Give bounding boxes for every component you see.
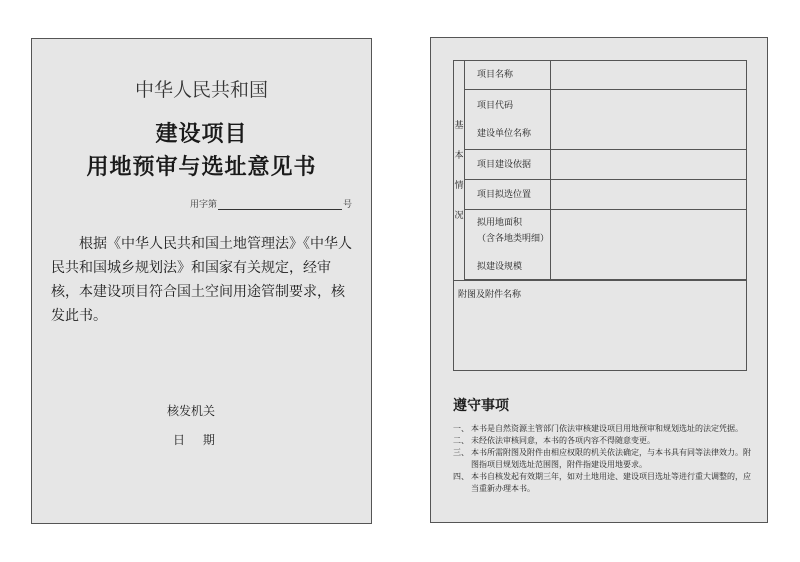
body-paragraph: 根据《中华人民共和国土地管理法》《中华人民共和国城乡规划法》和国家有关规定，经审核，本建设项目符合国土空间用途管制要求，核发此书。 <box>51 236 352 324</box>
notice-number: 三、 <box>453 448 469 457</box>
table-row <box>454 281 747 371</box>
notice-number: 一、 <box>453 424 469 433</box>
date-label: 日 期 <box>173 433 215 447</box>
label-project-code: 项目代码 <box>477 100 514 111</box>
side-char: 情 <box>454 180 464 191</box>
table-row <box>454 150 747 180</box>
field-project-name[interactable] <box>551 61 747 90</box>
side-label <box>454 61 465 281</box>
label-land-area: 拟用地面积 <box>477 217 523 228</box>
table-row <box>454 90 747 150</box>
field-project-code-unit[interactable] <box>551 90 747 150</box>
certificate-number-line <box>190 197 352 210</box>
label-construction-scale: 拟建设规模 <box>477 261 523 272</box>
document-title-line1: 建设项目 <box>155 122 248 147</box>
notice-text: 本书所需附图及附件由相应权限的机关依法确定，与本书具有同等法律效力。附图指项目规划选址范围图，附件指建设用地要求。 <box>471 448 751 469</box>
list-item <box>453 423 753 435</box>
notice-text: 本书是自然资源主管部门依法审核建设项目用地预审和规划选址的法定凭据。 <box>471 424 743 433</box>
list-item <box>453 447 753 471</box>
label-land-area-detail: （含各地类明细） <box>477 233 550 244</box>
notice-text: 本书自核发起有效期三年，如对土地用途、建设项目选址等进行重大调整的，应当重新办理本书。 <box>471 472 751 493</box>
attachments-label: 附图及附件名称 <box>458 290 522 300</box>
table-row <box>454 61 747 90</box>
certificate-body <box>51 232 353 328</box>
number-blank <box>218 200 342 210</box>
field-proposed-location[interactable] <box>551 180 747 210</box>
field-attachments[interactable] <box>454 281 747 371</box>
basic-info-table <box>453 60 747 371</box>
certificate-info-page <box>430 37 768 523</box>
notice-title: 遵守事项 <box>453 398 509 414</box>
issuer-label: 核发机关 <box>167 404 216 418</box>
table-row <box>454 180 747 210</box>
notice-number: 二、 <box>453 436 469 445</box>
row-label-proposed-location: 项目拟选位置 <box>465 180 551 210</box>
label-construction-unit: 建设单位名称 <box>477 128 532 139</box>
list-item <box>453 435 753 447</box>
row-label-project-code-unit <box>465 90 551 150</box>
side-char: 基 <box>454 120 464 131</box>
country-name: 中华人民共和国 <box>134 79 268 101</box>
field-land-area-scale[interactable] <box>551 210 747 280</box>
side-char: 本 <box>454 150 464 161</box>
notice-number: 四、 <box>453 472 469 481</box>
document-title-line2: 用地预审与选址意见书 <box>86 155 317 180</box>
row-label-land-area-scale <box>465 210 551 280</box>
side-char: 况 <box>454 210 464 221</box>
field-construction-basis[interactable] <box>551 150 747 180</box>
number-suffix: 号 <box>343 200 353 210</box>
notice-list <box>453 423 753 495</box>
row-label-project-name: 项目名称 <box>465 61 551 90</box>
number-prefix: 用字第 <box>190 200 218 210</box>
row-label-construction-basis: 项目建设依据 <box>465 150 551 180</box>
list-item <box>453 471 753 495</box>
table-row <box>454 210 747 280</box>
certificate-cover-page <box>31 38 372 524</box>
notice-text: 未经依法审核同意，本书的各项内容不得随意变更。 <box>471 436 655 445</box>
